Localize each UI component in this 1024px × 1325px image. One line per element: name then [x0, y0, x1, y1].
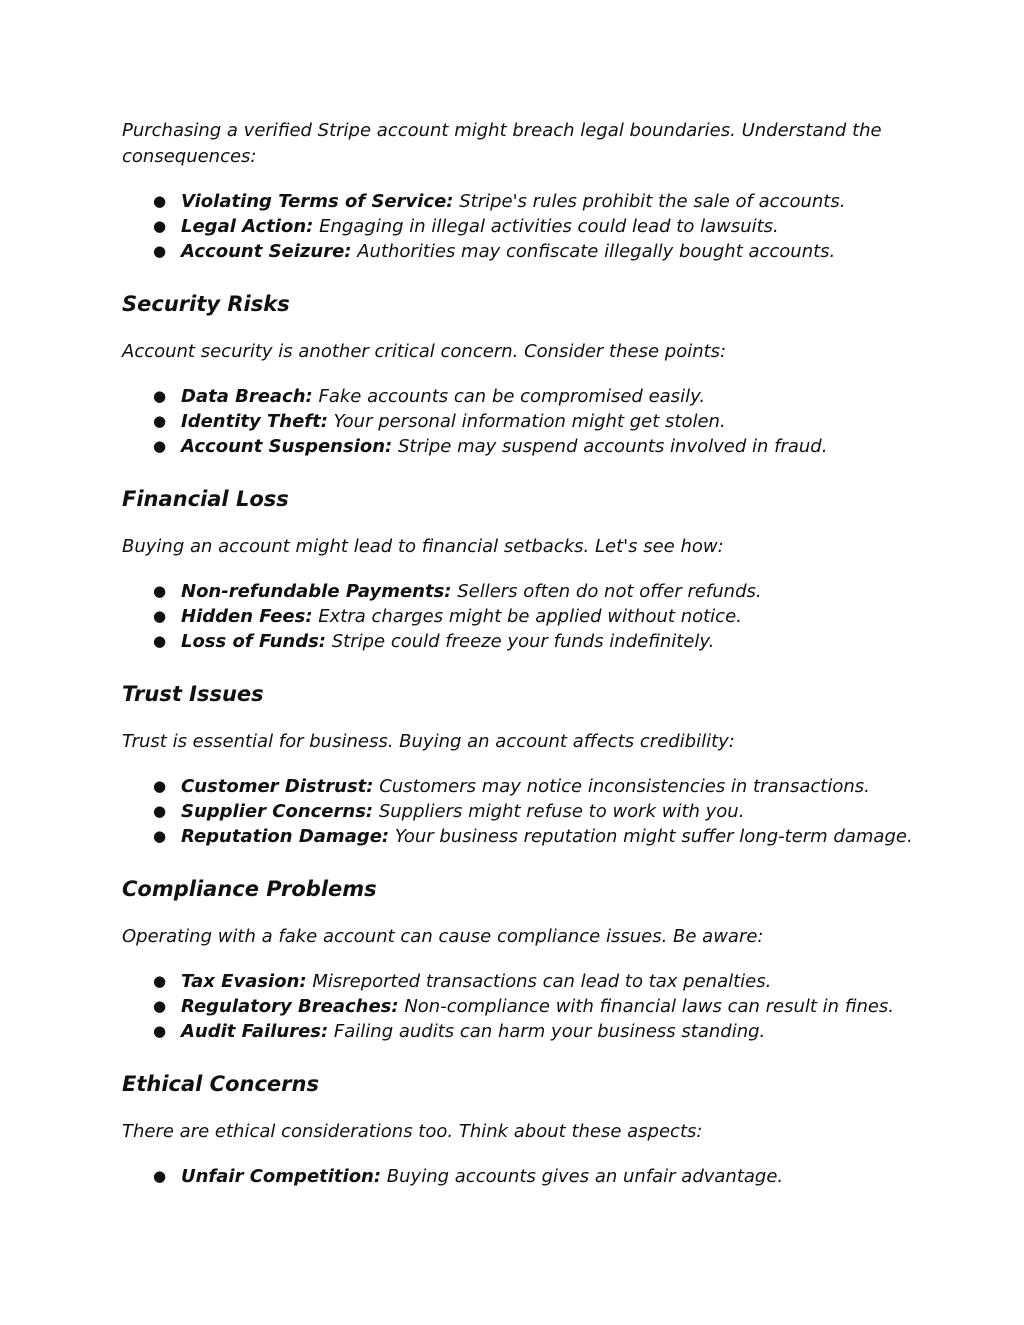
list-item [122, 629, 912, 654]
section-heading: Trust Issues [122, 682, 264, 706]
item-description: Engaging in illegal activities could lead to lawsuits. [313, 216, 779, 237]
item-term: Loss of Funds: [181, 631, 326, 652]
section-bullet-list [122, 1164, 912, 1189]
section-heading: Security Risks [122, 292, 290, 316]
bullet-icon: ● [153, 777, 167, 795]
item-description: Customers may notice inconsistencies in transactions. [373, 776, 870, 797]
list-item [122, 969, 912, 994]
list-item [122, 604, 912, 629]
item-term: Unfair Competition: [181, 1166, 382, 1187]
item-term: Account Seizure: [181, 241, 352, 262]
item-term: Supplier Concerns: [181, 801, 374, 822]
list-item [122, 384, 912, 409]
bullet-icon: ● [153, 437, 167, 455]
section-paragraph: Operating with a fake account can cause compliance issues. Be aware: [122, 926, 764, 947]
item-term: Regulatory Breaches: [181, 996, 399, 1017]
intro-paragraph: Purchasing a verified Stripe account might breach legal boundaries. Understand the consequences: [122, 120, 882, 167]
item-description: Extra charges might be applied without notice. [312, 606, 742, 627]
item-description: Suppliers might refuse to work with you. [373, 801, 745, 822]
item-term: Account Suspension: [181, 436, 393, 457]
section-heading: Compliance Problems [122, 877, 377, 901]
bullet-icon: ● [153, 192, 167, 210]
item-term: Violating Terms of Service: [181, 191, 454, 212]
list-item [122, 1164, 912, 1189]
bullet-icon: ● [153, 632, 167, 650]
bullet-icon: ● [153, 412, 167, 430]
item-description: Failing audits can harm your business standing. [328, 1021, 766, 1042]
item-term: Non-refundable Payments: [181, 581, 452, 602]
item-description: Fake accounts can be compromised easily. [312, 386, 706, 407]
item-description: Your business reputation might suffer long-term damage. [389, 826, 913, 847]
item-description: Stripe may suspend accounts involved in fraud. [392, 436, 828, 457]
item-description: Non-compliance with financial laws can result in fines. [398, 996, 895, 1017]
section-bullet-list [122, 579, 912, 654]
bullet-icon: ● [153, 387, 167, 405]
section-paragraph: There are ethical considerations too. Think about these aspects: [122, 1121, 703, 1142]
section-bullet-list [122, 384, 912, 459]
list-item [122, 214, 912, 239]
list-item [122, 189, 912, 214]
bullet-icon: ● [153, 242, 167, 260]
list-item [122, 774, 912, 799]
list-item [122, 409, 912, 434]
item-term: Tax Evasion: [181, 971, 307, 992]
item-term: Reputation Damage: [181, 826, 390, 847]
item-description: Stripe's rules prohibit the sale of accounts. [453, 191, 846, 212]
section-heading: Financial Loss [122, 487, 289, 511]
bullet-icon: ● [153, 972, 167, 990]
item-term: Hidden Fees: [181, 606, 313, 627]
list-item [122, 824, 912, 849]
section-bullet-list [122, 774, 912, 849]
bullet-icon: ● [153, 217, 167, 235]
bullet-icon: ● [153, 802, 167, 820]
item-term: Identity Theft: [181, 411, 328, 432]
item-description: Stripe could freeze your funds indefinitely. [326, 631, 715, 652]
list-item [122, 434, 912, 459]
list-item [122, 239, 912, 264]
list-item [122, 1019, 912, 1044]
bullet-icon: ● [153, 607, 167, 625]
bullet-icon: ● [153, 1022, 167, 1040]
item-description: Your personal information might get stolen. [327, 411, 726, 432]
list-item [122, 579, 912, 604]
bullet-icon: ● [153, 997, 167, 1015]
section-heading: Ethical Concerns [122, 1072, 319, 1096]
section-paragraph: Trust is essential for business. Buying an account affects credibility: [122, 731, 735, 752]
section-paragraph: Buying an account might lead to financial setbacks. Let's see how: [122, 536, 724, 557]
bullet-icon: ● [153, 827, 167, 845]
section-paragraph: Account security is another critical concern. Consider these points: [122, 341, 727, 362]
bullet-icon: ● [153, 582, 167, 600]
item-term: Customer Distrust: [181, 776, 374, 797]
bullet-icon: ● [153, 1167, 167, 1185]
list-item [122, 799, 912, 824]
document-page [122, 118, 912, 1189]
item-term: Legal Action: [181, 216, 314, 237]
item-description: Buying accounts gives an unfair advantage. [381, 1166, 784, 1187]
item-description: Authorities may confiscate illegally bought accounts. [351, 241, 836, 262]
item-term: Data Breach: [181, 386, 313, 407]
item-term: Audit Failures: [181, 1021, 329, 1042]
section-bullet-list [122, 969, 912, 1044]
item-description: Sellers often do not offer refunds. [451, 581, 762, 602]
intro-bullet-list [122, 189, 912, 264]
list-item [122, 994, 912, 1019]
item-description: Misreported transactions can lead to tax penalties. [306, 971, 772, 992]
